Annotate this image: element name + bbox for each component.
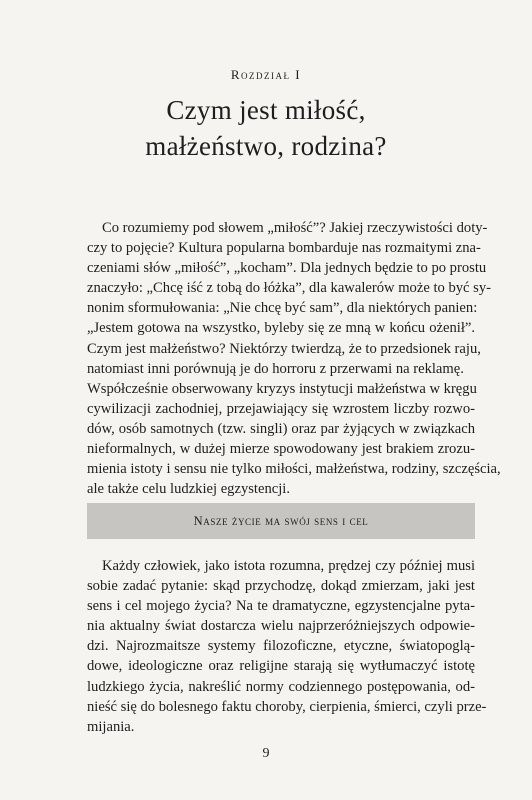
text-line: mienia istoty i sensu nie tylko miłości, małżeństwa, rodziny, szczęścia, [87,461,501,478]
text-line: czeniami słów „miłość”, „kocham”. Dla jednych będzie to po prostu [87,260,487,277]
text-line: nieformalnych, w dużej mierze spowodowany jest brakiem zrozu- [87,441,475,458]
text-line: dów, osób samotnych (tzw. singli) oraz par żyjących w związkach [87,420,475,437]
text-line: nieść się do bolesnego faktu choroby, cierpienia, śmierci, czyli prze- [87,698,487,715]
text-line: dzi. Najrozmaitsze systemy filozoficzne, etyczne, światopoglą- [87,638,475,655]
page-number: 9 [262,746,270,761]
text-line: czy to pojęcie? Kultura popularna bombarduje nas rozmaitymi zna- [87,240,481,257]
text-line: „Jestem gotowa na wszystko, byleby się ze mną w końcu ożenił”. [87,320,475,337]
text-line: Co rozumiemy pod słowem „miłość”? Jakiej rzeczywistości doty- [102,220,488,236]
paragraph-intro [87,218,501,499]
text-line: sobie zadać pytanie: skąd przychodzę, dokąd zmierzam, jaki jest [87,578,475,595]
text-line: znaczyło: „Chcę iść z tobą do łóżka”, dla kawalerów może to być sy- [87,280,492,297]
text-line: sens i cel mojego życia? Na te dramatyczne, egzystencjalne pyta- [87,598,475,615]
chapter-label: Rozdział I [230,67,302,82]
section-heading-text: Nasze życie ma swój sens i cel [193,513,369,528]
text-line: natomiast inni porównują je do horroru z przerwami na reklamę. [87,360,464,377]
text-line: mijania. [87,718,135,735]
text-line: Każdy człowiek, jako istota rozumna, prędzej czy później musi [102,558,475,574]
text-line: nonim sformułowania: „Nie chcę być sam”, dla niektórych panien: [87,300,478,317]
chapter-title-line: małżeństwo, rodzina? [145,131,387,161]
text-line: dowe, ideologiczne oraz religijne starają się wytłumaczyć istotę [87,658,475,675]
text-line: Współcześnie obserwowany kryzys instytucji małżeństwa w kręgu [87,380,477,397]
paragraph-section [87,556,487,737]
text-line: ludzkiego życia, nakreślić normy codziennego postępowania, od- [87,678,475,695]
text-line: Czym jest małżeństwo? Niektórzy twierdzą, że to przedsionek raju, [87,340,481,357]
text-line: nia aktualny świat dostarcza wielu najprzeróżniejszych odpowie- [87,618,475,635]
text-line: ale także celu ludzkiej egzystencji. [87,481,290,498]
chapter-title [0,92,532,164]
text-line: cywilizacji zachodniej, przejawiający się wzrostem liczby rozwo- [87,400,475,417]
chapter-title-line: Czym jest miłość, [166,95,366,125]
section-heading [87,503,475,539]
